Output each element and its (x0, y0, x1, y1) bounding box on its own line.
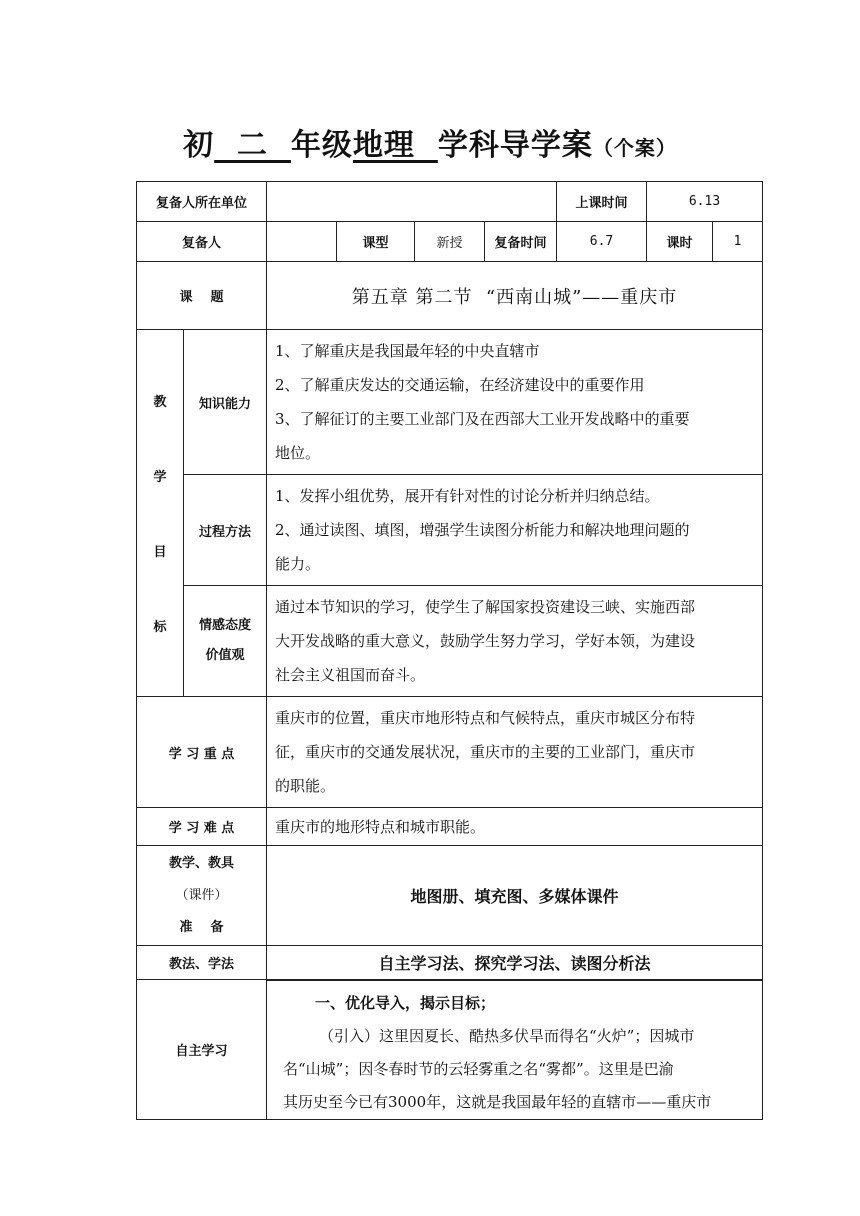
class-time-value[interactable]: 6.13 (647, 182, 763, 222)
unit-value[interactable] (267, 182, 557, 222)
prep-time-value[interactable]: 6.7 (557, 222, 647, 262)
emotion-label-line: 价值观 (205, 648, 245, 663)
row-person (137, 222, 763, 262)
row-process (137, 475, 763, 586)
focus-line: 重庆市的位置，重庆市地形特点和气候特点，重庆市城区分布特 (275, 709, 696, 727)
self-study-content (267, 980, 763, 1120)
goals-char: 学 (153, 470, 167, 485)
lesson-plan-table (136, 181, 763, 1120)
class-time-label: 上课时间 (557, 182, 647, 222)
knowledge-line: 地位。 (275, 444, 321, 462)
page-title (0, 120, 860, 164)
person-label: 复备人 (137, 222, 267, 262)
tools-label-line: （课件） (175, 887, 228, 903)
row-self-study (137, 980, 763, 1120)
knowledge-line: 2、了解重庆发达的交通运输，在经济建设中的重要作用 (275, 376, 645, 394)
difficulty-label: 学 习 难 点 (137, 808, 267, 846)
goals-char: 教 (153, 395, 167, 410)
knowledge-content (267, 330, 763, 475)
knowledge-line: 1、了解重庆是我国最年轻的中央直辖市 (275, 342, 540, 360)
row-topic (137, 262, 763, 330)
type-value[interactable]: 新授 (415, 222, 485, 262)
title-suffix: （个案） (592, 136, 677, 160)
title-grade: 二 (214, 128, 291, 163)
title-grade-suffix: 年级 (290, 128, 353, 163)
row-focus (137, 697, 763, 808)
tools-label (137, 846, 267, 946)
goals-char: 标 (153, 620, 167, 635)
type-label: 课型 (337, 222, 415, 262)
row-difficulty (137, 808, 763, 846)
tools-label-line: 准 备 (179, 919, 224, 935)
self-study-line: （引入）这里因夏长、酷热多伏旱而得名“火炉”；因城市 (319, 1026, 695, 1045)
title-main: 学科导学案 (437, 128, 593, 163)
row-unit (137, 182, 763, 222)
hours-label: 课时 (647, 222, 713, 262)
row-knowledge (137, 330, 763, 475)
tools-label-line: 教学、教具 (169, 855, 235, 871)
title-subject: 地理 (352, 128, 438, 163)
topic-value: 第五章 第二节 “西南山城”——重庆市 (267, 262, 763, 330)
focus-line: 的职能。 (275, 777, 336, 795)
focus-line: 征，重庆市的交通发展状况，重庆市的主要的工业部门，重庆市 (275, 743, 696, 761)
emotion-line: 通过本节知识的学习，使学生了解国家投资建设三峡、实施西部 (275, 598, 696, 616)
process-line: 能力。 (275, 555, 321, 573)
process-line: 2、通过读图、填图，增强学生读图分析能力和解决地理问题的 (275, 521, 690, 539)
knowledge-label: 知识能力 (184, 330, 267, 475)
knowledge-line: 3、了解征订的主要工业部门及在西部大工业开发战略中的重要 (275, 410, 690, 428)
methods-content: 自主学习法、探究学习法、读图分析法 (267, 946, 763, 980)
topic-label: 课 题 (137, 262, 267, 330)
unit-label: 复备人所在单位 (137, 182, 267, 222)
row-methods (137, 946, 763, 980)
self-study-label: 自主学习 (137, 980, 267, 1120)
hours-value[interactable]: 1 (713, 222, 763, 262)
process-label: 过程方法 (184, 475, 267, 586)
goals-label (137, 330, 184, 697)
process-line: 1、发挥小组优势，展开有针对性的讨论分析并归纳总结。 (275, 487, 660, 505)
goals-char: 目 (153, 545, 167, 560)
process-content (267, 475, 763, 586)
person-value[interactable] (267, 222, 337, 262)
title-prefix: 初 (183, 128, 215, 163)
focus-content (267, 697, 763, 808)
emotion-label (184, 586, 267, 697)
self-study-heading: 一、优化导入，揭示目标； (315, 993, 496, 1012)
emotion-line: 大开发战略的重大意义，鼓励学生努力学习，学好本领，为建设 (275, 632, 696, 650)
row-emotion (137, 586, 763, 697)
self-study-line: 名“山城”；因冬春时节的云轻雾重之名“雾都”。这里是巴渝 (283, 1059, 674, 1078)
self-study-line: 其历史至今已有3000年，这就是我国最年轻的直辖市——重庆市 (283, 1092, 712, 1111)
tools-content: 地图册、填充图、多媒体课件 (267, 846, 763, 946)
prep-time-label: 复备时间 (485, 222, 557, 262)
methods-label: 教法、学法 (137, 946, 267, 980)
row-tools (137, 846, 763, 946)
emotion-content (267, 586, 763, 697)
difficulty-content: 重庆市的地形特点和城市职能。 (267, 808, 763, 846)
focus-label: 学 习 重 点 (137, 697, 267, 808)
emotion-line: 社会主义祖国而奋斗。 (275, 666, 426, 684)
emotion-label-line: 情感态度 (199, 618, 252, 633)
